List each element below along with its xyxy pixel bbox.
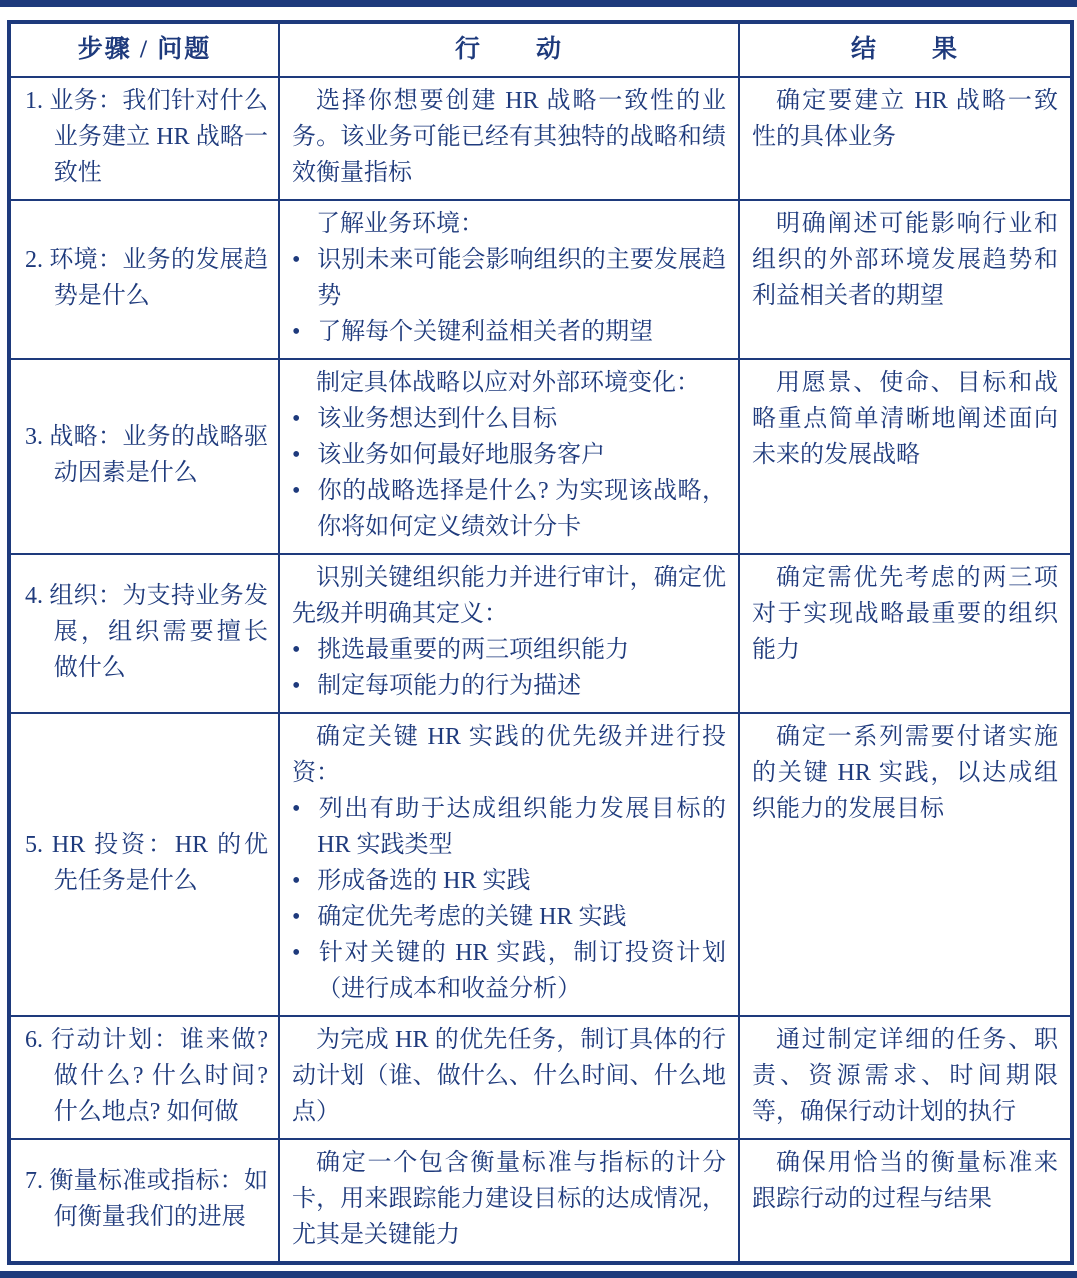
bullet-icon: • [292,637,301,663]
bullet-icon: • [292,478,301,504]
bullet-icon: • [292,796,301,822]
action-cell [279,1016,739,1139]
step-cell [9,1016,279,1139]
bullet-icon: • [292,247,301,273]
header-action: 行 动 [279,22,739,77]
bottom-rule [0,1271,1077,1278]
action-intro: 为完成 HR 的优先任务，制订具体的行动计划（谁、做什么、什么时间、什么地点） [292,1027,726,1125]
table-header [9,22,1072,77]
bullet-item [292,437,726,473]
action-cell [279,200,739,359]
bullet-item [292,668,726,704]
bullet-text: 该业务想达到什么目标 [317,406,558,432]
result-cell [739,713,1072,1016]
result-cell [739,359,1072,554]
bullet-item [292,863,726,899]
bullet-icon: • [292,406,301,432]
action-intro: 识别关键组织能力并进行审计，确定优先级并明确其定义： [292,565,726,627]
table-row [9,1016,1072,1139]
result-text: 确定一系列需要付诸实施的关键 HR 实践，以达成组织能力的发展目标 [752,724,1058,822]
step-cell [9,554,279,713]
bullet-icon: • [292,319,301,345]
bullet-icon: • [292,904,301,930]
action-cell [279,554,739,713]
bullet-text: 你的战略选择是什么? 为实现该战略，你将如何定义绩效计分卡 [317,478,726,540]
step-text: 4. 组织：为支持业务发展，组织需要擅长做什么 [25,583,268,681]
bullet-icon: • [292,442,301,468]
action-cell [279,1139,739,1263]
step-text: 7. 衡量标准或指标：如何衡量我们的进展 [25,1168,268,1230]
bullet-text: 列出有助于达成组织能力发展目标的 HR 实践类型 [317,796,726,858]
action-cell [279,713,739,1016]
result-text: 确定要建立 HR 战略一致性的具体业务 [752,88,1058,150]
result-text: 通过制定详细的任务、职责、资源需求、时间期限等，确保行动计划的执行 [752,1027,1058,1125]
result-cell [739,1139,1072,1263]
bullet-text: 识别未来可能会影响组织的主要发展趋势 [317,247,726,309]
action-intro: 选择你想要创建 HR 战略一致性的业务。该业务可能已经有其独特的战略和绩效衡量指标 [292,88,726,186]
action-cell [279,359,739,554]
bullet-item [292,935,726,1007]
bullet-text: 形成备选的 HR 实践 [317,868,531,894]
bullet-item [292,401,726,437]
table-row [9,359,1072,554]
result-cell [739,554,1072,713]
action-cell [279,77,739,200]
step-cell [9,1139,279,1263]
step-text: 2. 环境：业务的发展趋势是什么 [25,247,268,309]
header-result: 结 果 [739,22,1072,77]
bullet-item [292,314,726,350]
table-row [9,200,1072,359]
step-cell [9,713,279,1016]
bullet-icon: • [292,868,301,894]
action-intro: 确定一个包含衡量标准与指标的计分卡，用来跟踪能力建设目标的达成情况，尤其是关键能力 [292,1150,726,1248]
bullet-text: 确定优先考虑的关键 HR 实践 [317,904,627,930]
header-row [9,22,1072,77]
result-cell [739,200,1072,359]
top-rule [0,0,1077,7]
bullet-item [292,242,726,314]
result-text: 明确阐述可能影响行业和组织的外部环境发展趋势和利益相关者的期望 [752,211,1058,309]
bullet-item [292,899,726,935]
action-intro: 了解业务环境： [316,211,484,237]
step-cell [9,200,279,359]
bullet-text: 针对关键的 HR 实践，制订投资计划（进行成本和收益分析） [317,940,726,1002]
table-row [9,1139,1072,1263]
action-intro: 制定具体战略以应对外部环境变化： [316,370,700,396]
action-intro: 确定关键 HR 实践的优先级并进行投资： [292,724,726,786]
bullet-icon: • [292,673,301,699]
result-cell [739,1016,1072,1139]
bullet-text: 该业务如何最好地服务客户 [317,442,606,468]
bullet-text: 了解每个关键利益相关者的期望 [317,319,654,345]
table-row [9,713,1072,1016]
result-cell [739,77,1072,200]
step-text: 1. 业务：我们针对什么业务建立 HR 战略一致性 [25,88,268,186]
step-text: 6. 行动计划：谁来做? 做什么? 什么时间? 什么地点? 如何做 [25,1027,268,1125]
step-cell [9,77,279,200]
bullet-item [292,473,726,545]
step-text: 5. HR 投资：HR 的优先任务是什么 [25,832,268,894]
step-text: 3. 战略：业务的战略驱动因素是什么 [25,424,268,486]
step-cell [9,359,279,554]
bullet-text: 制定每项能力的行为描述 [317,673,582,699]
hr-strategy-steps-table [7,20,1074,1265]
table-body [9,77,1072,1263]
bullet-icon: • [292,940,301,966]
result-text: 用愿景、使命、目标和战略重点简单清晰地阐述面向未来的发展战略 [752,370,1058,468]
result-text: 确定需优先考虑的两三项对于实现战略最重要的组织能力 [752,565,1058,663]
bullet-item [292,632,726,668]
result-text: 确保用恰当的衡量标准来跟踪行动的过程与结果 [752,1150,1058,1212]
header-step-question: 步骤 / 问题 [9,22,279,77]
table-row [9,77,1072,200]
bullet-item [292,791,726,863]
bullet-text: 挑选最重要的两三项组织能力 [317,637,630,663]
table-row [9,554,1072,713]
